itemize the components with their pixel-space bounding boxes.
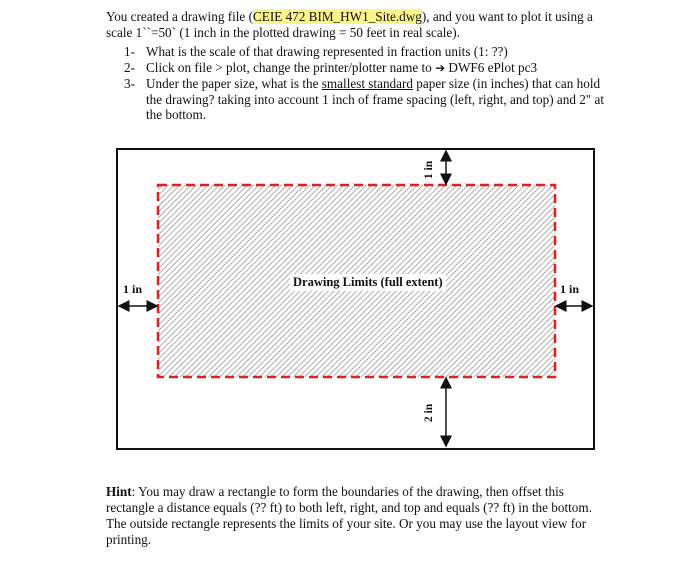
- hint-label: Hint: [106, 484, 132, 499]
- question-3: [112, 76, 612, 123]
- bottom-margin-label: 2 in: [423, 403, 436, 423]
- top-margin-label: 1 in: [423, 160, 436, 180]
- plot-frame-diagram: [116, 148, 595, 450]
- question-list: [112, 44, 612, 123]
- drawing-limits-label: Drawing Limits (full extent): [290, 274, 446, 291]
- question-text-after: DWF6 ePlot pc3: [445, 59, 538, 75]
- question-text: What is the scale of that drawing represented in fraction units (1: ??): [146, 44, 508, 59]
- question-1: [112, 44, 612, 60]
- question-text-after: paper size (in inches) that can hold the drawing? taking into account 1 inch of frame spacing (left, right, and top) and 2" at the bottom.: [146, 76, 605, 123]
- intro-paragraph: [106, 9, 606, 41]
- right-margin-label: 1 in: [560, 282, 580, 296]
- question-number: 3-: [124, 76, 135, 92]
- hint-text: : You may draw a rectangle to form the boundaries of the drawing, then offset this rectangle a distance equals (?? ft) to both left, right, and top and equals (?? ft) in the bottom. The outside rectangle represents the limits of your site. Or you may use the layout view for printing.: [106, 484, 592, 547]
- question-text-before: Click on file > plot, change the printer/plotter name to: [146, 59, 436, 75]
- highlighted-filename: CEIE 472 BIM_HW1_Site.dwg: [252, 9, 422, 24]
- hint-paragraph: [106, 484, 600, 548]
- question-number: 1-: [124, 44, 135, 59]
- diagram-drawing: [118, 150, 593, 448]
- question-number: 2-: [124, 59, 135, 75]
- right-arrow-icon: ➔: [435, 60, 446, 75]
- question-2: [112, 60, 612, 77]
- question-text-before: Under the paper size, what is the: [146, 76, 322, 92]
- underlined-text: smallest standard: [321, 76, 413, 92]
- intro-text-after: ), and you want to plot it using a scale 1``=50` (1 inch in the plotted drawing = 50 feet in real scale).: [106, 9, 593, 40]
- left-margin-label: 1 in: [123, 282, 143, 296]
- intro-text-before: You created a drawing file (: [106, 9, 253, 24]
